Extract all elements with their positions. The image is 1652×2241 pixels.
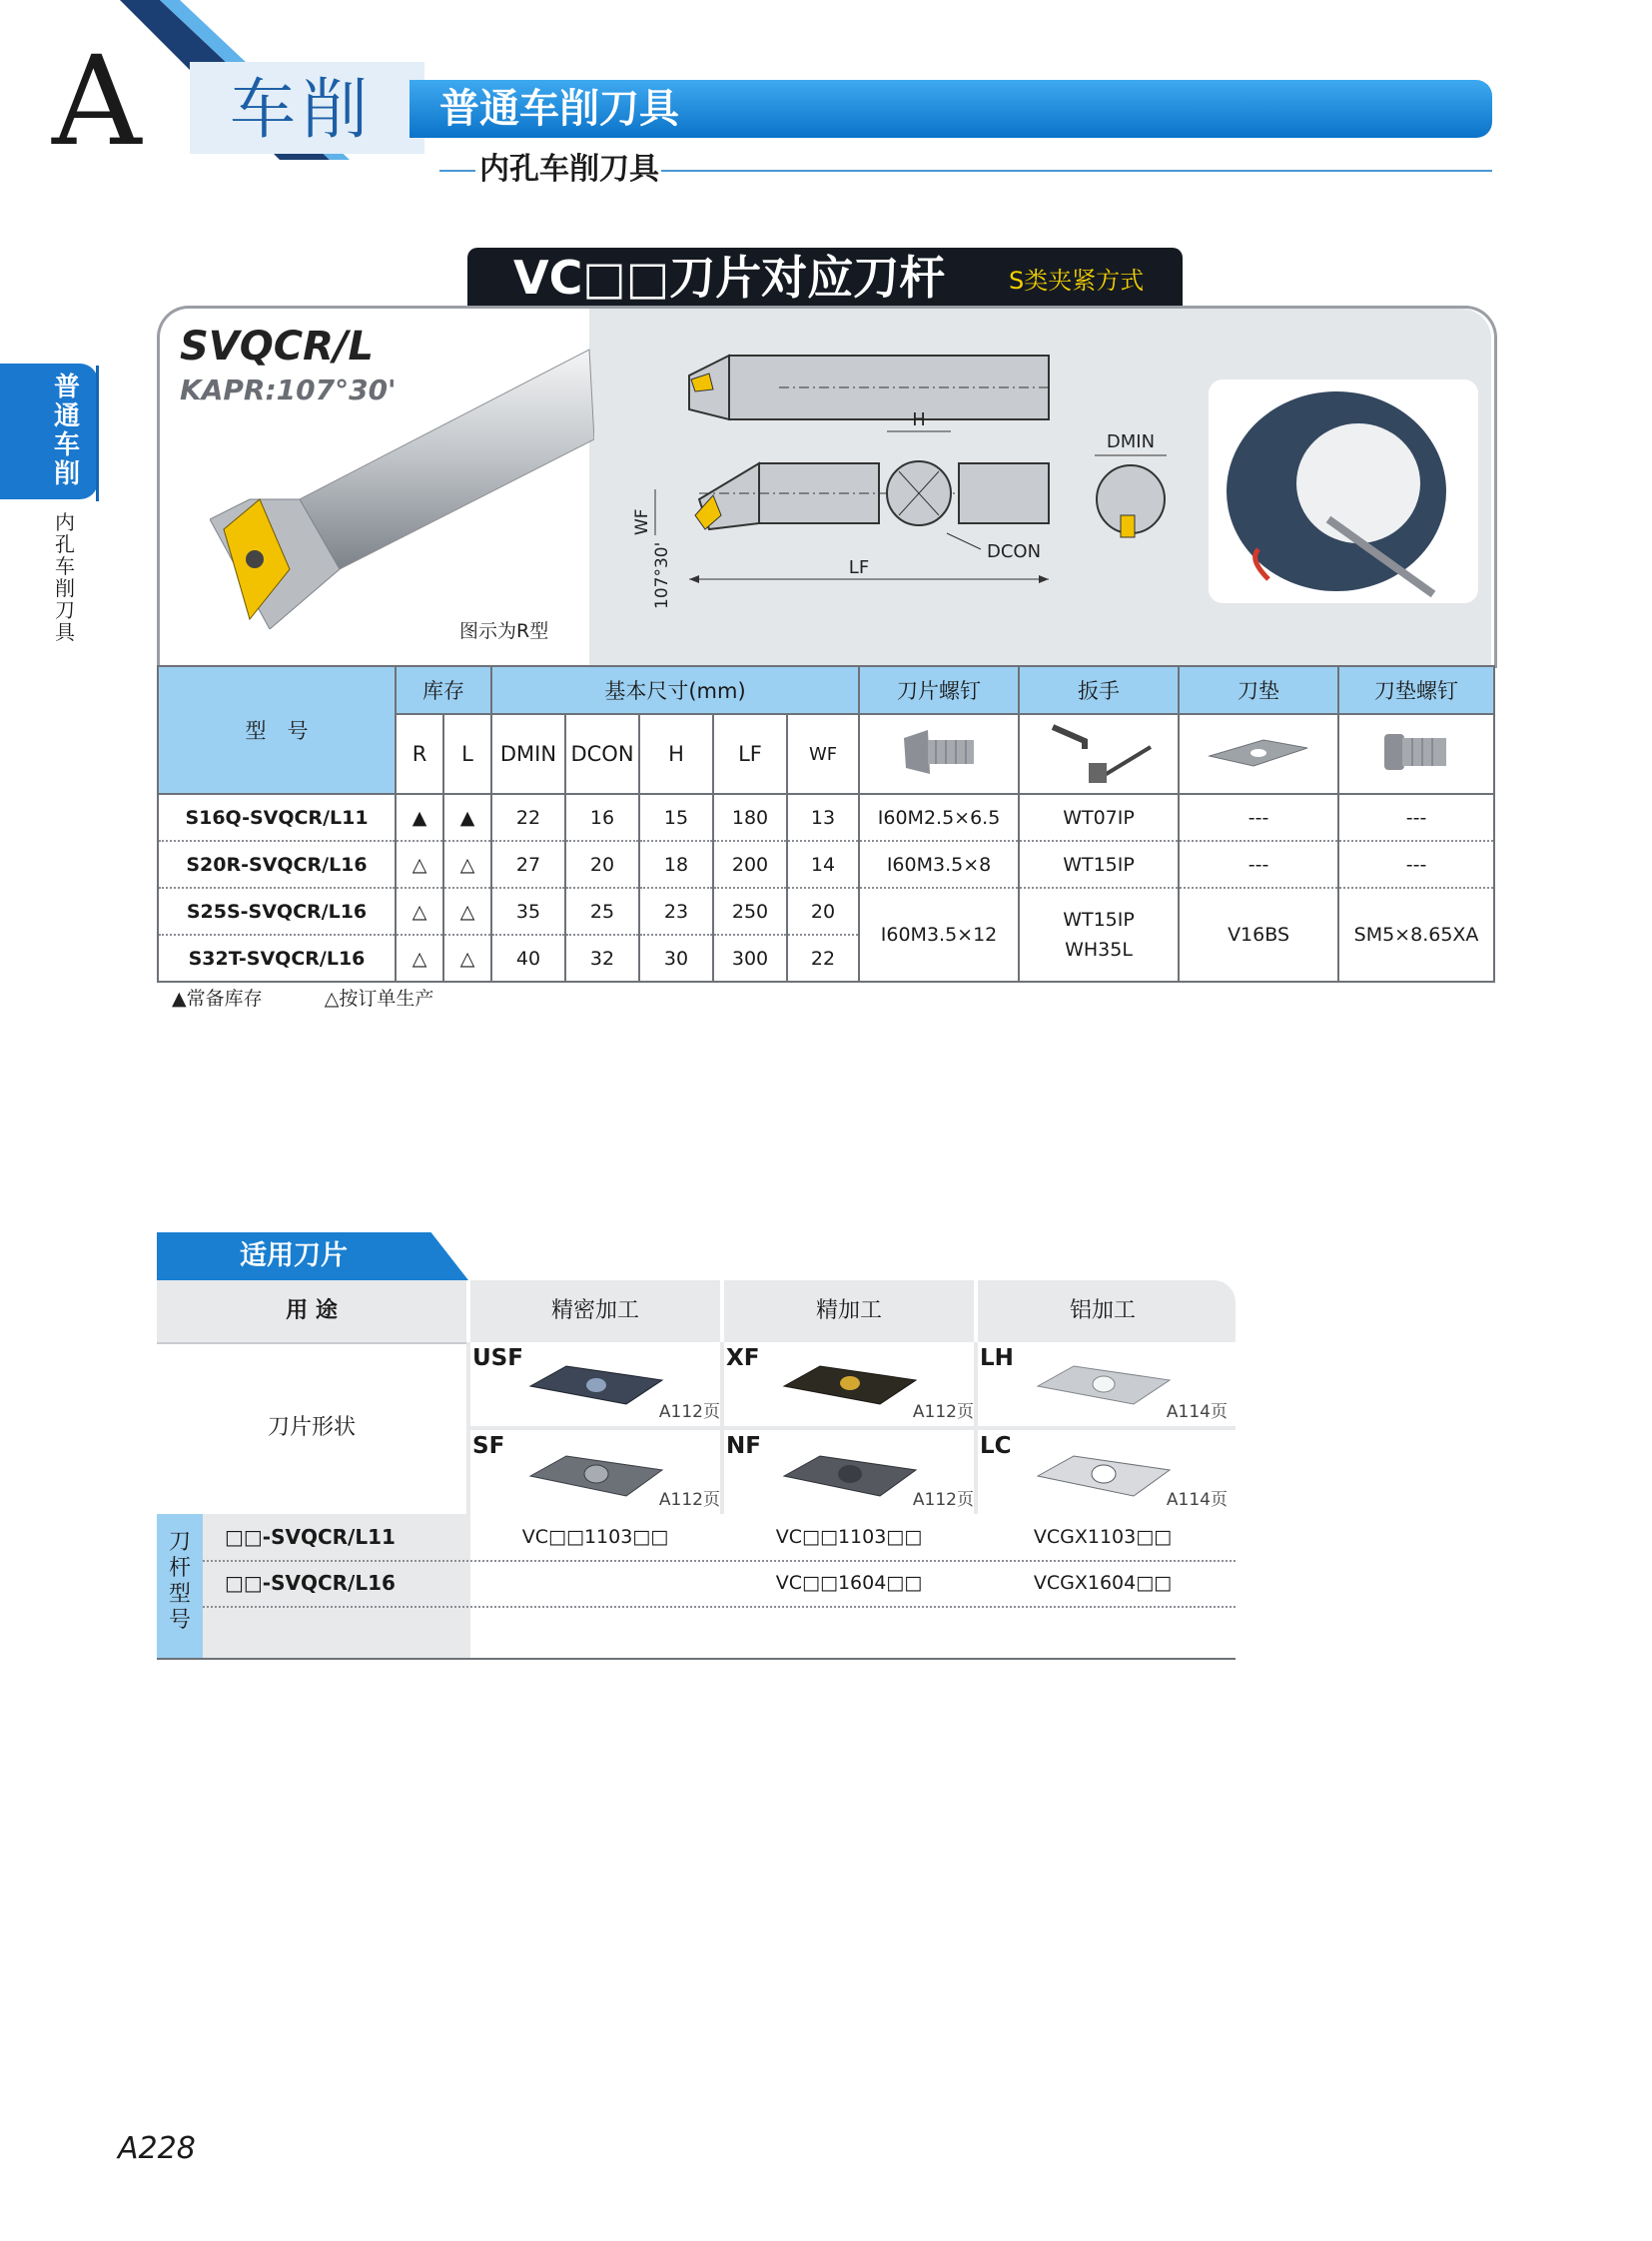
col-screw: 刀片螺钉 xyxy=(859,666,1019,714)
dim-angle-label: 107°30' xyxy=(652,541,672,609)
screw-icon xyxy=(894,724,984,780)
code-sf: SF xyxy=(472,1433,505,1459)
shape-cell-nf xyxy=(724,1430,974,1514)
cell-lf: 180 xyxy=(713,794,787,841)
holder-name-l16: □□-SVQCR/L16 xyxy=(225,1571,396,1595)
cell-model: S20R-SVQCR/L16 xyxy=(158,841,396,888)
category-title: 车削 xyxy=(230,71,374,148)
cell-wrench: WT07IP xyxy=(1019,794,1179,841)
shim-icon xyxy=(1204,732,1313,772)
page-title: 普通车削刀具 xyxy=(439,86,679,132)
dimension-drawing xyxy=(609,340,1239,619)
cell-r: △ xyxy=(396,841,443,888)
wrench-image-cell xyxy=(1019,714,1179,794)
cell-dmin: 35 xyxy=(491,888,565,935)
code-lh: LH xyxy=(980,1345,1014,1371)
cell-wrench: WT15IP xyxy=(1019,841,1179,888)
cell-shim-screw: --- xyxy=(1338,794,1494,841)
cell-h: 18 xyxy=(639,841,713,888)
shape-cell-sf xyxy=(470,1430,720,1514)
cell-wf: 14 xyxy=(787,841,859,888)
page-xf: A112页 xyxy=(912,1402,974,1422)
col-wrench: 扳手 xyxy=(1019,666,1179,714)
col-precision: 精密加工 xyxy=(550,1298,639,1323)
legend-stock: ▲常备库存 xyxy=(172,988,263,1010)
cell-dmin: 40 xyxy=(491,935,565,982)
shape-cell-xf xyxy=(724,1342,974,1426)
holder-l11-aluminum: VCGX1103□□ xyxy=(1033,1526,1173,1548)
col-shim: 刀垫 xyxy=(1179,666,1338,714)
subtitle-rule xyxy=(661,170,1492,172)
shape-col-divider-1 xyxy=(720,1342,724,1514)
cell-dcon: 32 xyxy=(565,935,639,982)
holder-l11-precision: VC□□1103□□ xyxy=(521,1526,669,1548)
image-caption: 图示为R型 xyxy=(459,620,549,642)
cell-model: S25S-SVQCR/L16 xyxy=(158,888,396,935)
page-lc: A114页 xyxy=(1166,1490,1228,1510)
code-xf: XF xyxy=(726,1345,760,1371)
cell-shim: --- xyxy=(1179,841,1338,888)
cell-shim-merged: V16BS xyxy=(1179,888,1338,982)
dim-dcon-label: DCON xyxy=(987,541,1042,562)
cell-h: 15 xyxy=(639,794,713,841)
cell-dmin: 27 xyxy=(491,841,565,888)
insert-usf-icon xyxy=(526,1360,666,1410)
page-sf: A112页 xyxy=(658,1490,720,1510)
side-tab-sublabel: 内孔车削刀具 xyxy=(55,510,75,644)
insert-nf-icon xyxy=(780,1448,920,1502)
cell-wrench-merged xyxy=(1019,888,1179,982)
cell-wf: 22 xyxy=(787,935,859,982)
wrench-1: WT15IP xyxy=(1063,909,1135,931)
cell-wf: 13 xyxy=(787,794,859,841)
cell-wf: 20 xyxy=(787,888,859,935)
holder-label: 刀杆型号 xyxy=(168,1530,191,1633)
code-usf: USF xyxy=(472,1345,523,1371)
insert-xf-icon xyxy=(780,1360,920,1410)
dim-dmin-label: DMIN xyxy=(1106,431,1156,452)
shim-image-cell xyxy=(1179,714,1338,794)
dim-h-label: H xyxy=(912,409,926,430)
side-tab-edge xyxy=(96,366,99,501)
page-number: A228 xyxy=(118,2131,196,2166)
col-r: R xyxy=(396,714,443,794)
col-finishing: 精加工 xyxy=(815,1298,882,1323)
cell-r: △ xyxy=(396,935,443,982)
table-bottom-rule xyxy=(157,1658,1236,1660)
cell-h: 23 xyxy=(639,888,713,935)
inserts-tab-title: 适用刀片 xyxy=(240,1240,348,1271)
page-nf: A112页 xyxy=(912,1490,974,1510)
insert-lc-icon xyxy=(1034,1448,1174,1502)
dim-lf-label: LF xyxy=(848,557,870,578)
cell-dcon: 25 xyxy=(565,888,639,935)
cell-shim-screw: --- xyxy=(1338,841,1494,888)
cell-r: △ xyxy=(396,888,443,935)
holder-l16-aluminum: VCGX1604□□ xyxy=(1033,1572,1173,1594)
table-row xyxy=(158,888,1494,935)
col-l: L xyxy=(443,714,491,794)
cell-shim-screw-merged: SM5×8.65XA xyxy=(1338,888,1494,982)
shim-screw-image-cell xyxy=(1338,714,1494,794)
col-aluminum: 铝加工 xyxy=(1069,1298,1136,1323)
side-tab-label: 普通车削 xyxy=(53,373,80,489)
holder-l11-finishing: VC□□1103□□ xyxy=(775,1526,923,1548)
cell-model: S32T-SVQCR/L16 xyxy=(158,935,396,982)
col-shim-screw: 刀垫螺钉 xyxy=(1338,666,1494,714)
col-h: H xyxy=(639,714,713,794)
legend xyxy=(172,987,433,1011)
cell-lf: 200 xyxy=(713,841,787,888)
dim-wf-label: WF xyxy=(632,508,652,535)
kapr-angle: KAPR:107°30' xyxy=(180,374,397,406)
shape-col-divider-2 xyxy=(974,1342,978,1514)
col-stock: 库存 xyxy=(396,666,491,714)
table-row xyxy=(158,794,1494,841)
insert-lh-icon xyxy=(1034,1360,1174,1410)
row-divider xyxy=(203,1560,1236,1562)
holder-name-l11: □□-SVQCR/L11 xyxy=(225,1525,396,1549)
col-dmin: DMIN xyxy=(491,714,565,794)
cell-l: △ xyxy=(443,935,491,982)
cell-h: 30 xyxy=(639,935,713,982)
cell-r: ▲ xyxy=(396,794,443,841)
cell-dcon: 16 xyxy=(565,794,639,841)
boring-illustration xyxy=(1209,379,1478,603)
code-lc: LC xyxy=(980,1433,1012,1459)
cell-model: S16Q-SVQCR/L11 xyxy=(158,794,396,841)
clamp-type: S类夹紧方式 xyxy=(1009,267,1145,295)
cell-screw-merged: I60M3.5×12 xyxy=(859,888,1019,982)
model-name: SVQCR/L xyxy=(180,324,375,370)
col-wf: WF xyxy=(787,714,859,794)
usage-label: 用 途 xyxy=(286,1298,338,1323)
cell-dmin: 22 xyxy=(491,794,565,841)
cell-l: △ xyxy=(443,888,491,935)
cell-lf: 250 xyxy=(713,888,787,935)
shape-cell-usf xyxy=(470,1342,720,1426)
wrench-2: WH35L xyxy=(1065,939,1133,961)
col-lf: LF xyxy=(713,714,787,794)
page-lh: A114页 xyxy=(1166,1402,1228,1422)
col-dimensions: 基本尺寸(mm) xyxy=(491,666,859,714)
holder-l16-finishing: VC□□1604□□ xyxy=(775,1572,923,1594)
shape-cell-lh xyxy=(978,1342,1228,1426)
subtitle-rule-left xyxy=(439,170,475,172)
insert-sf-icon xyxy=(526,1448,666,1502)
shim-screw-icon xyxy=(1376,724,1456,780)
cell-screw: I60M2.5×6.5 xyxy=(859,794,1019,841)
cell-screw: I60M3.5×8 xyxy=(859,841,1019,888)
shape-label: 刀片形状 xyxy=(267,1415,356,1440)
cell-l: ▲ xyxy=(443,794,491,841)
table-row xyxy=(158,841,1494,888)
code-nf: NF xyxy=(726,1433,761,1459)
row-divider xyxy=(203,1606,1236,1608)
shape-cell-lc xyxy=(978,1430,1228,1514)
spec-table xyxy=(157,665,1495,983)
col-model: 型 号 xyxy=(158,666,396,794)
wrench-icon xyxy=(1039,717,1159,787)
inserts-table xyxy=(157,1280,1236,1660)
cell-shim: --- xyxy=(1179,794,1338,841)
cell-lf: 300 xyxy=(713,935,787,982)
section-title: VC□□刀片对应刀杆 xyxy=(513,251,946,305)
page-usf: A112页 xyxy=(658,1402,720,1422)
section-letter: A xyxy=(52,30,142,174)
cell-dcon: 20 xyxy=(565,841,639,888)
page-subtitle: 内孔车削刀具 xyxy=(479,152,659,187)
col-dcon: DCON xyxy=(565,714,639,794)
screw-image-cell xyxy=(859,714,1019,794)
cell-l: △ xyxy=(443,841,491,888)
legend-order: △按订单生产 xyxy=(324,988,434,1010)
